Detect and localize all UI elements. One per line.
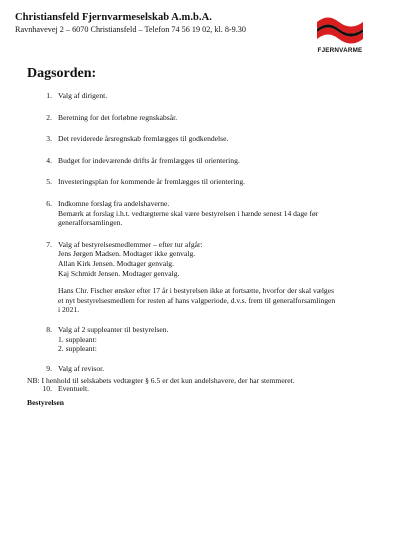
agenda-number: 8. (46, 324, 52, 334)
company-logo (310, 16, 370, 58)
page-title: Dagsorden: (27, 66, 97, 81)
agenda-text: 1. suppleant: (58, 334, 97, 344)
agenda-text: Valg af dirigent. (58, 91, 108, 100)
agenda-item (27, 364, 382, 374)
agenda-text: Valg af revisor. (58, 363, 105, 373)
agenda-note-line: et nyt bestyrelsesmedlem for resten af hans valgperiode, d.v.s. frem til generalforsamlingen (58, 295, 336, 305)
agenda-number: 6. (46, 198, 52, 208)
agenda-item (27, 325, 382, 354)
agenda-number: 1. (46, 91, 52, 100)
agenda-number: 10. (42, 384, 52, 394)
agenda-item (27, 91, 382, 101)
agenda-number: 4. (46, 155, 52, 165)
agenda-item (27, 240, 382, 315)
agenda-text: Det reviderede årsregnskab fremlægges til godkendelse. (58, 134, 229, 144)
agenda-number: 9. (46, 363, 52, 373)
agenda-text: Indkomne forslag fra andelshaverne. (58, 198, 170, 208)
agenda-item (27, 199, 382, 228)
agenda-text: Valg af 2 suppleanter til bestyrelsen. (58, 324, 169, 334)
agenda-note-line: i 2021. (58, 305, 80, 315)
agenda-text: Jens Jørgen Madsen. Modtager ikke genvalg. (58, 249, 196, 259)
fjernvarme-logo-icon (317, 16, 363, 46)
agenda-number: 5. (46, 177, 52, 187)
agenda-text: 2. suppleant: (58, 344, 97, 354)
agenda-number: 7. (46, 239, 52, 249)
agenda-item (27, 177, 382, 187)
agenda-text: Kaj Schmidt Jensen. Modtager genvalg. (58, 268, 180, 278)
agenda-note-line: Hans Chr. Fischer ønsker efter 17 år i bestyrelsen ikke at fortsætte, hvorfor der skal vælges (58, 286, 335, 296)
agenda-note (58, 286, 382, 315)
agenda-item (27, 384, 382, 394)
agenda-text: Bemærk at forslag i.h.t. vedtægterne skal være bestyrelsen i hænde senest 14 dage før (58, 208, 319, 218)
company-address: Ravnhavevej 2 – 6070 Christiansfeld – Telefon 74 56 19 02, kl. 8-9.30 (15, 25, 246, 34)
company-name: Christiansfeld Fjernvarmeselskab A.m.b.A. (15, 12, 212, 23)
signature: Bestyrelsen (27, 398, 64, 407)
agenda-text: Valg af bestyrelsesmedlemmer – efter tur afgår: (58, 239, 203, 249)
agenda-item (27, 134, 382, 144)
agenda-text: Eventuelt. (58, 384, 89, 394)
agenda-item (27, 156, 382, 166)
agenda-text: Investeringsplan for kommende år fremlægges til orientering. (58, 177, 246, 187)
agenda-number: 3. (46, 134, 52, 144)
agenda-text: Beretning for det forløbne regnskabsår. (58, 112, 178, 122)
agenda-number: 2. (46, 112, 52, 122)
agenda-text: Allan Kirk Jensen. Modtager genvalg. (58, 258, 174, 268)
agenda-item (27, 113, 382, 123)
agenda-list (27, 91, 382, 394)
voting-note: NB: I henhold til selskabets vedtægter § 6.5 er det kun andelshavere, der har stemmeret. (27, 376, 295, 385)
agenda-text: Budget for indeværende drifts år fremlægges til orientering. (58, 155, 240, 165)
agenda-text: generalforsamlingen. (58, 218, 123, 228)
logo-text: FJERNVARME (317, 47, 363, 54)
